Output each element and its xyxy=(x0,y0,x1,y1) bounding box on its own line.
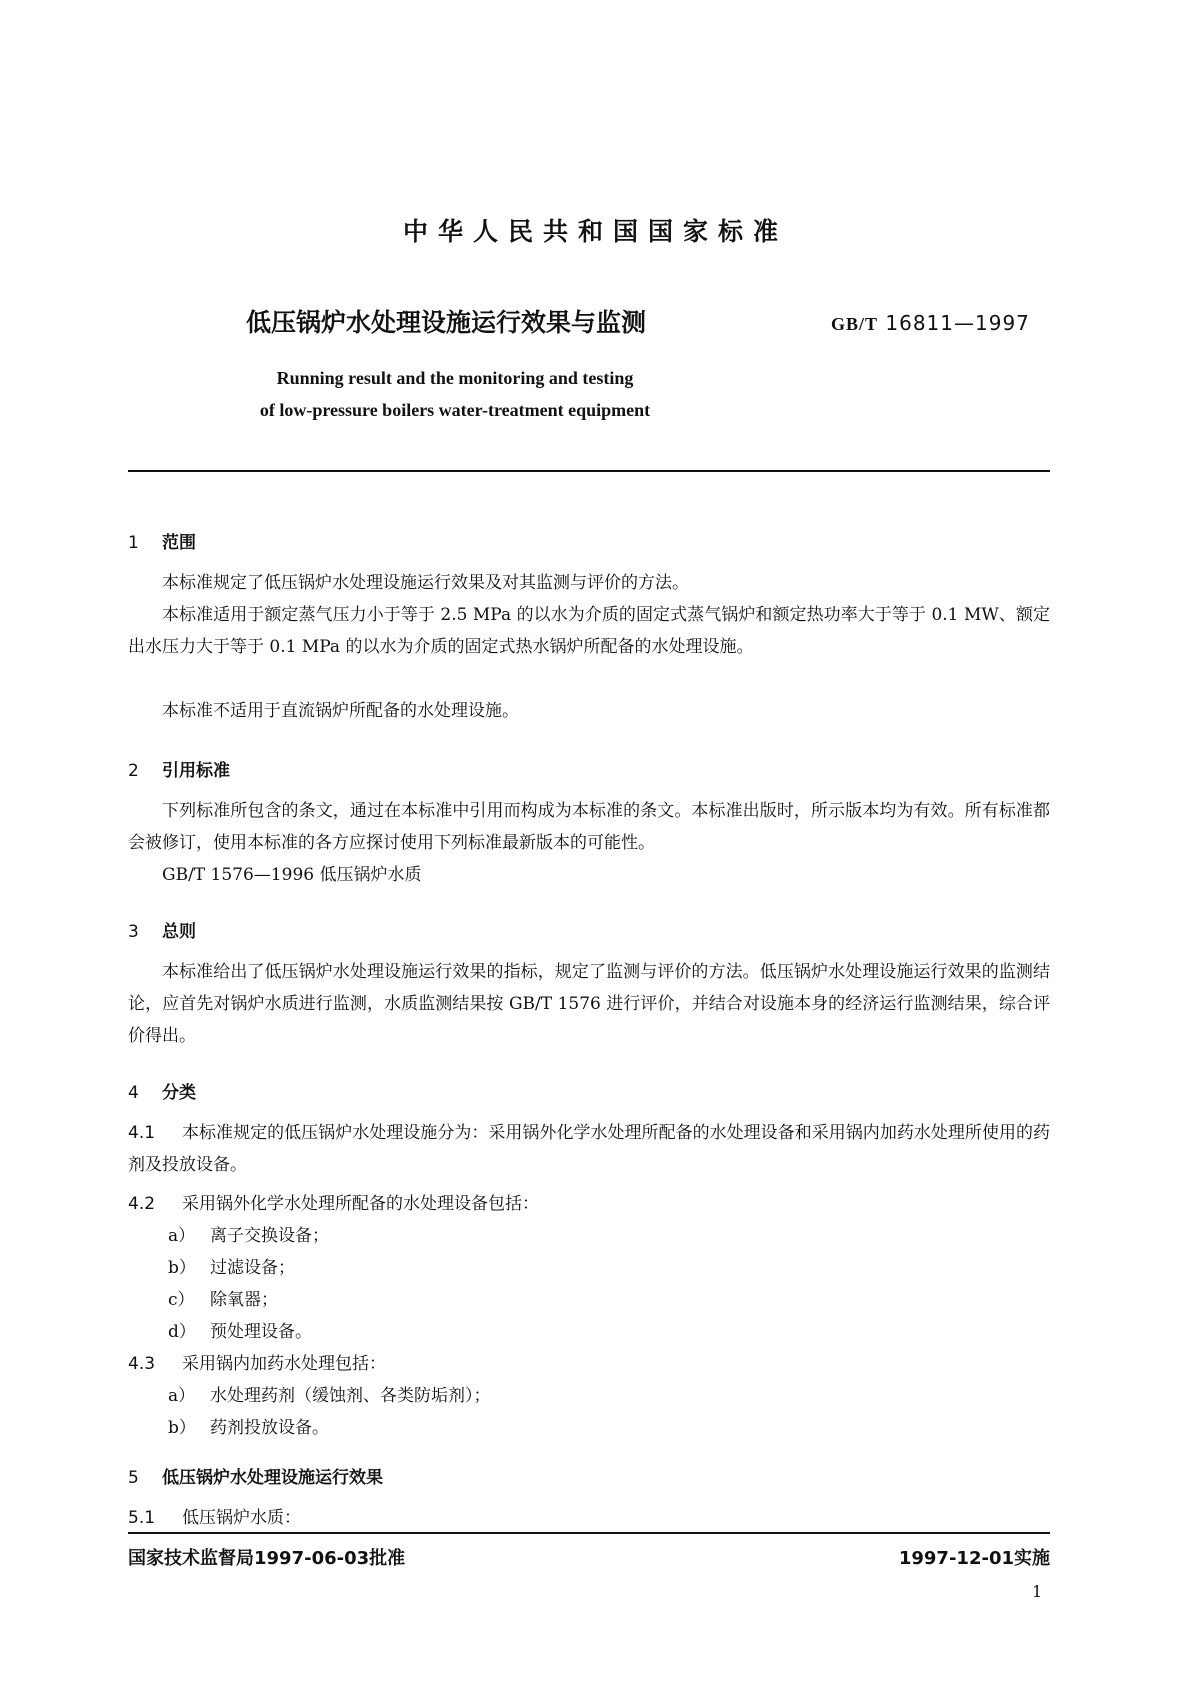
clause-text: 低压锅炉水质： xyxy=(182,1508,301,1528)
clause-number: 4.3 xyxy=(128,1354,156,1374)
footer-divider xyxy=(128,1532,1050,1534)
section-1-para-3: 本标准不适用于直流锅炉所配备的水处理设施。 xyxy=(162,701,519,721)
list-item-text: 过滤设备； xyxy=(210,1258,295,1278)
section-title: 总则 xyxy=(162,922,196,942)
list-item-text: 除氧器； xyxy=(210,1290,278,1310)
list-item-text: 预处理设备。 xyxy=(210,1322,312,1342)
section-number: 4 xyxy=(128,1083,139,1103)
section-title: 分类 xyxy=(162,1083,196,1103)
list-item xyxy=(168,1253,295,1278)
list-marker: b） xyxy=(168,1418,196,1438)
list-marker: c） xyxy=(168,1290,195,1310)
document-title-en xyxy=(0,362,910,426)
clause-number: 4.2 xyxy=(128,1194,156,1214)
document-title-cn: 低压锅炉水处理设施运行效果与监测 xyxy=(246,308,647,337)
section-number: 3 xyxy=(128,922,139,942)
list-item xyxy=(168,1221,329,1246)
section-3-heading xyxy=(128,917,196,942)
section-5-heading xyxy=(128,1463,383,1488)
section-number: 1 xyxy=(128,533,139,553)
section-title: 范围 xyxy=(162,533,196,553)
section-1-heading xyxy=(128,528,196,553)
list-marker: a） xyxy=(168,1386,196,1406)
normative-reference: GB/T 1576—1996 低压锅炉水质 xyxy=(162,865,422,885)
implementation-date: 1997-12-01实施 xyxy=(898,1548,1050,1569)
clause-5-1 xyxy=(128,1503,301,1528)
list-marker: d） xyxy=(168,1322,196,1342)
section-number: 2 xyxy=(128,761,139,781)
list-item xyxy=(168,1413,329,1438)
section-4-heading xyxy=(128,1078,196,1103)
list-item xyxy=(168,1317,312,1342)
approval-date: 国家技术监督局1997-06-03批准 xyxy=(128,1548,406,1569)
section-1-para-2: 本标准适用于额定蒸气压力小于等于 2.5 MPa 的以水为介质的固定式蒸气锅炉和额定热功率大于等于 0.1 MW、额定出水压力大于等于 0.1 MPa 的以水为介质的固定式热水锅炉所配备的水处理设施。 xyxy=(128,605,1050,657)
clause-4-1 xyxy=(128,1117,1050,1181)
section-title: 引用标准 xyxy=(162,761,230,781)
list-item-text: 药剂投放设备。 xyxy=(210,1418,329,1438)
standard-prefix: GB/T xyxy=(831,314,879,334)
title-en-line-2: of low-pressure boilers water-treatment equipment xyxy=(259,400,651,420)
section-3-para-1: 本标准给出了低压锅炉水处理设施运行效果的指标，规定了监测与评价的方法。低压锅炉水处理设施运行效果的监测结论，应首先对锅炉水质进行监测，水质监测结果按 GB/T 1576 进行评价，并结合对设施本身的经济运行监测结果，综合评价得出。 xyxy=(128,962,1050,1046)
section-title: 低压锅炉水处理设施运行效果 xyxy=(162,1468,383,1488)
list-item xyxy=(168,1381,491,1406)
national-standard-title: 中华人民共和国国家标准 xyxy=(402,217,788,246)
list-marker: a） xyxy=(168,1226,196,1246)
title-en-line-1: Running result and the monitoring and testing xyxy=(276,368,634,388)
section-1-para-1: 本标准规定了低压锅炉水处理设施运行效果及对其监测与评价的方法。 xyxy=(162,573,689,593)
list-item xyxy=(168,1285,278,1310)
page-number: 1 xyxy=(1032,1582,1043,1601)
standard-number xyxy=(831,311,1030,335)
clause-text: 采用锅内加药水处理包括： xyxy=(182,1354,386,1374)
clause-number: 5.1 xyxy=(128,1508,156,1528)
clause-number: 4.1 xyxy=(128,1123,156,1143)
header-divider xyxy=(128,470,1050,472)
standard-code: 16811—1997 xyxy=(885,311,1030,335)
clause-4-3 xyxy=(128,1349,386,1374)
list-item-text: 水处理药剂（缓蚀剂、各类防垢剂）； xyxy=(210,1386,491,1406)
section-number: 5 xyxy=(128,1468,139,1488)
section-2-para-1: 下列标准所包含的条文，通过在本标准中引用而构成为本标准的条文。本标准出版时，所示版本均为有效。所有标准都会被修订，使用本标准的各方应探讨使用下列标准最新版本的可能性。 xyxy=(128,801,1050,853)
clause-text: 本标准规定的低压锅炉水处理设施分为：采用锅外化学水处理所配备的水处理设备和采用锅内加药水处理所使用的药剂及投放设备。 xyxy=(128,1123,1050,1175)
clause-text: 采用锅外化学水处理所配备的水处理设备包括： xyxy=(182,1194,539,1214)
list-item-text: 离子交换设备； xyxy=(210,1226,329,1246)
section-2-heading xyxy=(128,756,230,781)
list-marker: b） xyxy=(168,1258,196,1278)
clause-4-2 xyxy=(128,1189,539,1214)
